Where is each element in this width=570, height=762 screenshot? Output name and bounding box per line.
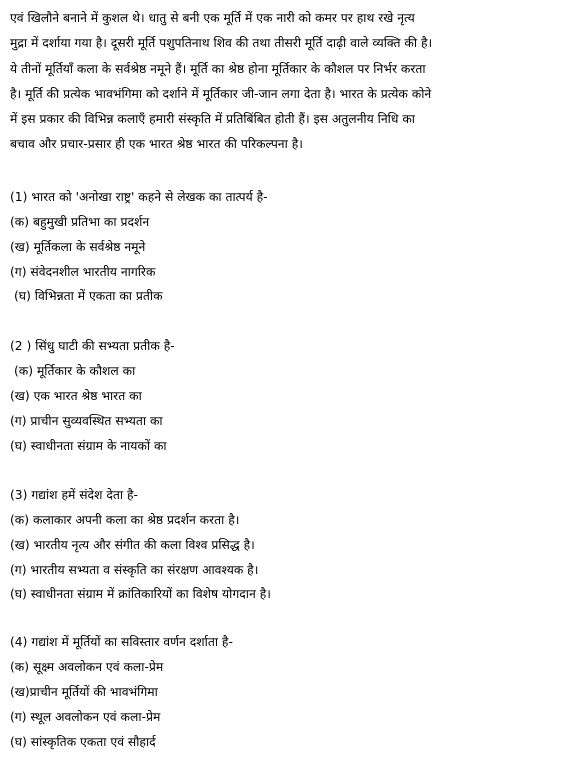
option-kha: (ख) मूर्तिकला के सर्वश्रेष्ठ नमूने (10, 239, 146, 254)
question-3 (10, 483, 562, 608)
passage-line: मुद्रा में दर्शाया गया है। दूसरी मूर्ति पशुपतिनाथ शिव की तथा तीसरी मूर्ति दाढ़ी वाले व्यक्ति की है। (10, 36, 433, 51)
passage-line: एवं खिलौने बनाने में कुशल थे। धातु से बनी एक मूर्ति में एक नारी को कमर पर हाथ रखे नृत्य (10, 11, 415, 25)
question-4 (10, 630, 562, 755)
option-ga: (ग) प्राचीन सुव्यवस्थित सभ्यता का (10, 414, 163, 429)
option-kha: (ख) भारतीय नृत्य और संगीत की कला विश्व प्रसिद्ध है। (10, 537, 255, 552)
option-gha: (घ) सांस्कृतिक एकता एवं सौहार्द (10, 735, 156, 749)
passage-line: है। मूर्ति की प्रत्येक भावभंगिमा को दर्शाने में मूर्तिकार जी-जान लगा देता है। भारत के प्रत्येक कोने (10, 86, 432, 101)
option-ga: (ग) संवेदनशील भारतीय नागरिक (10, 264, 156, 279)
question-stem: (1) भारत को 'अनोखा राष्ट्र' कहने से लेखक का तात्पर्य है- (10, 189, 268, 204)
option-kha: (ख) एक भारत श्रेष्ठ भारत का (10, 389, 142, 404)
option-kha: (ख)प्राचीन मूर्तियों की भावभंगिमा (10, 685, 158, 700)
option-ka: (क) सूक्ष्म अवलोकन एवं कला-प्रेम (10, 660, 164, 675)
option-gha: (घ) स्वाधीनता संग्राम के नायकों का (10, 438, 167, 453)
option-ka: (क) बहुमुखी प्रतिभा का प्रदर्शन (10, 214, 150, 229)
option-gha: (घ) स्वाधीनता संग्राम में क्रांतिकारियों का विशेष योगदान है। (10, 587, 271, 602)
option-gha: (घ) विभिन्नता में एकता का प्रतीक (14, 289, 163, 304)
question-stem: (3) गद्यांश हमें संदेश देता है- (10, 487, 138, 502)
question-stem: (2 ) सिंधु घाटी की सभ्यता प्रतीक है- (10, 339, 175, 354)
passage-line: ये तीनों मूर्तियाँ कला के सर्वश्रेष्ठ नमूने हैं। मूर्ति का श्रेष्ठ होना मूर्तिकार के कौशल पर निर्भर करता (10, 61, 426, 76)
question-1 (10, 185, 562, 310)
passage-paragraph (10, 6, 562, 158)
option-ka: (क) मूर्तिकार के कौशल का (14, 364, 136, 379)
question-stem: (4) गद्यांश में मूर्तियों का सविस्तार वर्णन दर्शाता है- (10, 635, 233, 650)
question-2 (10, 334, 562, 459)
option-ga: (ग) स्थूल अवलोकन एवं कला-प्रेम (10, 710, 161, 725)
passage-line: बचाव और प्रचार-प्रसार ही एक भारत श्रेष्ठ भारत की परिकल्पना है। (10, 137, 303, 152)
option-ka: (क) कलाकार अपनी कला का श्रेष्ठ प्रदर्शन करता है। (10, 512, 240, 527)
option-ga: (ग) भारतीय सभ्यता व संस्कृति का संरक्षण आवश्यक है। (10, 562, 259, 577)
document-page (10, 6, 562, 755)
passage-line: में इस प्रकार की विभिन्न कलाएँ हमारी संस्कृति में प्रतिबिंबित होती हैं। इस अतुलनीय निधि का (10, 112, 415, 127)
